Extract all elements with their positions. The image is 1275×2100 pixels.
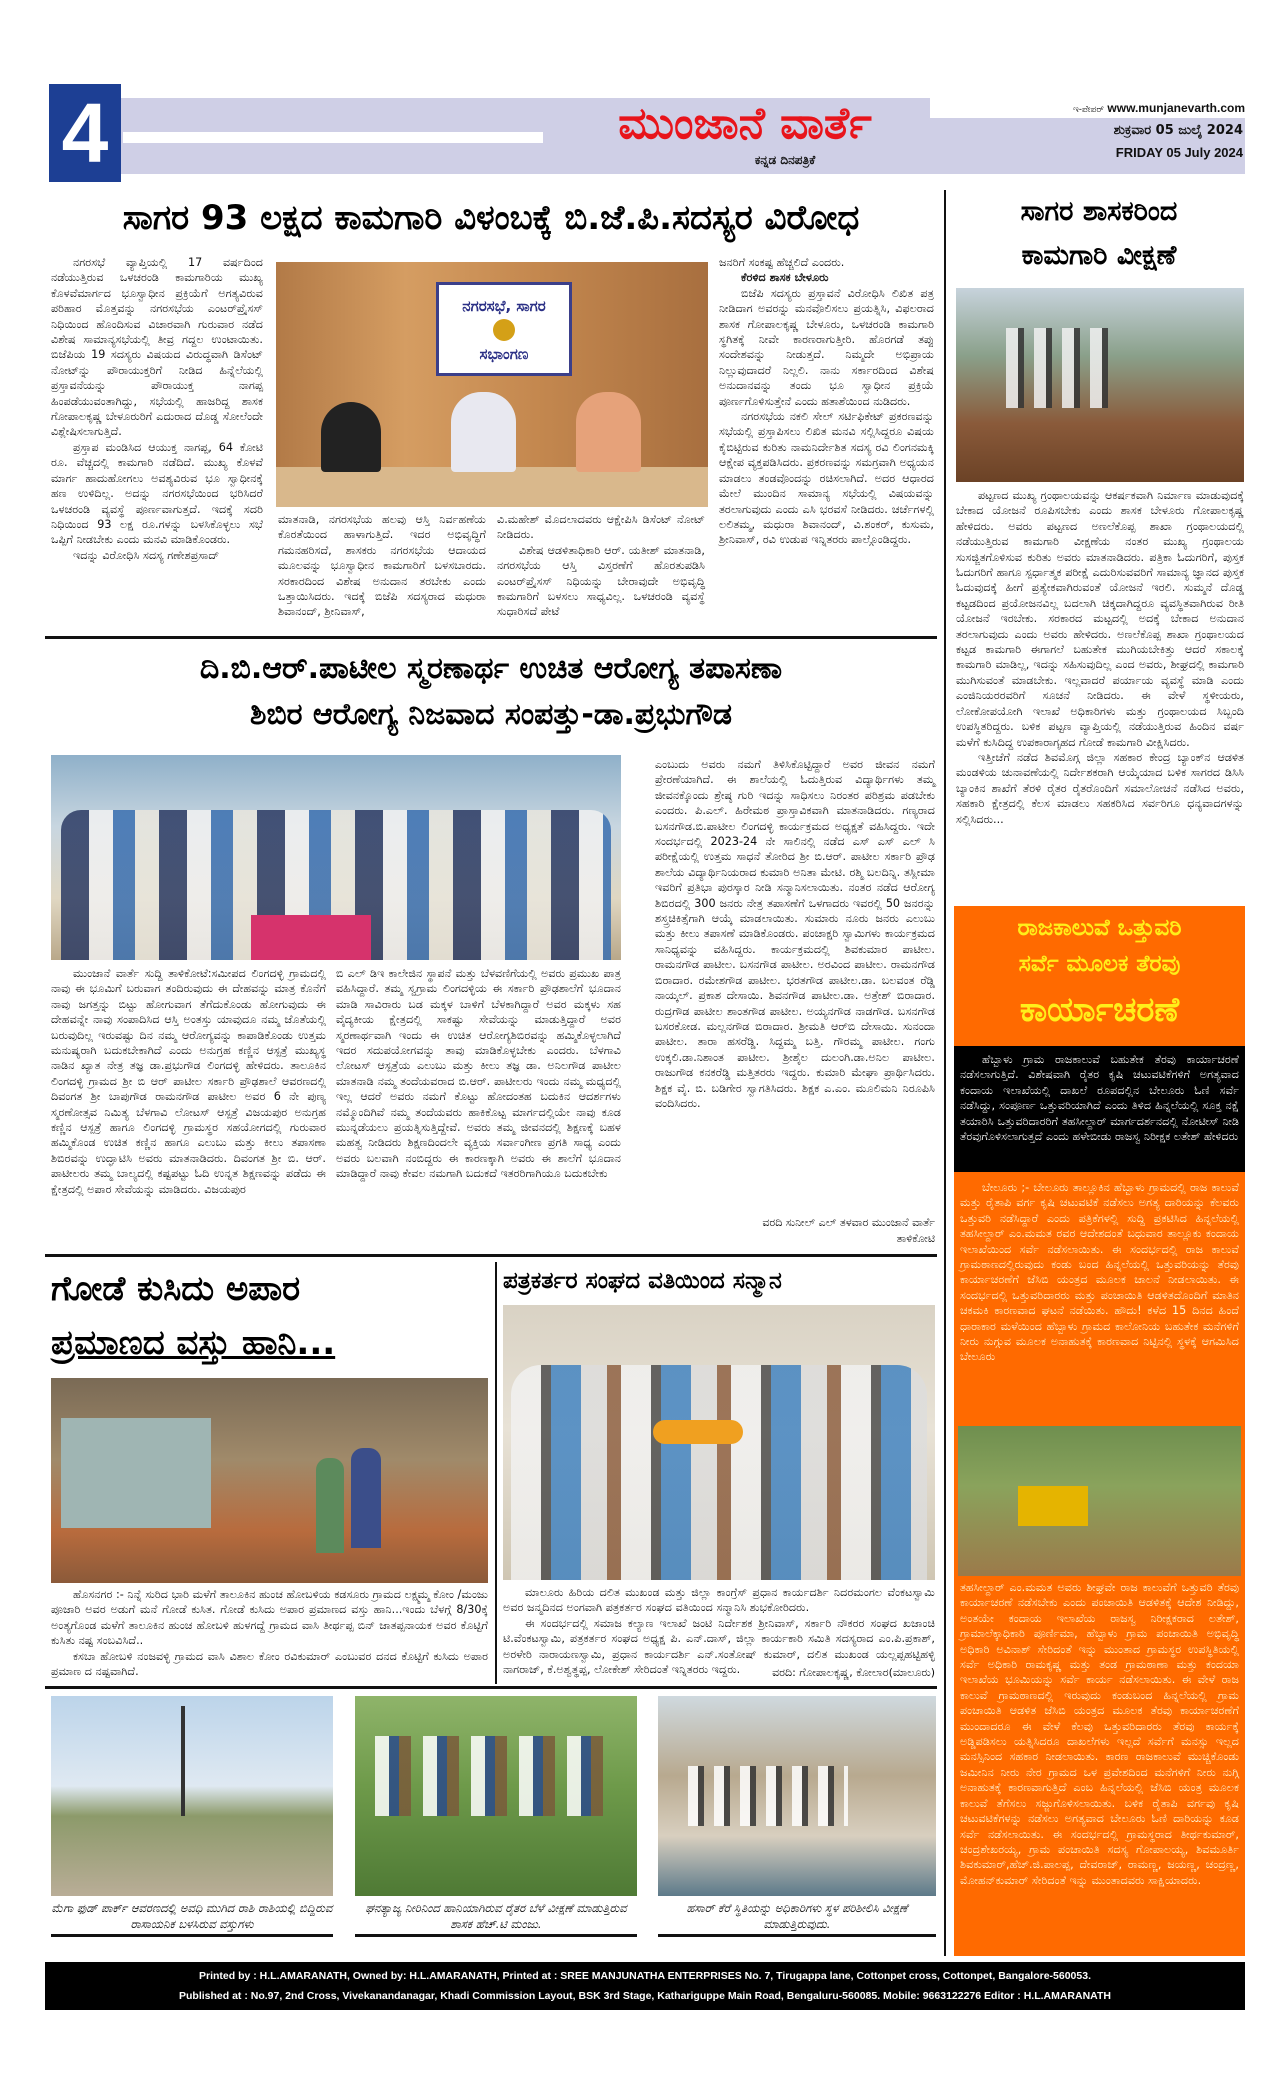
newspaper-logo: ಮುಂಜಾನೆ ವಾರ್ತೆ <box>618 98 872 149</box>
meeting-photo <box>276 262 708 506</box>
paragraph: ಬಿ ಎಲ್ ಡಿಇ ಕಾಲೇಜಿನ ಸ್ಥಾಪನೆ ಮತ್ತು ಬೆಳವಣಿಗೆಯಲ್ಲಿ ಅವರು ಪ್ರಮುಖ ಪಾತ್ರ ವಹಿಸಿದ್ದಾರೆ. ತಮ್ಮ ಸ್ವಗ್ರಾಮ ಲಿಂಗದಳ್ಳಿಯ ಈ ಸರ್ಕಾರಿ ಪ್ರೌಢಶಾಲೆಗೆ ಭೂದಾನ ಮಾಡಿ ಸಾವಿರಾರು ಬಡ ಮಕ್ಕಳ ಬಾಳಿಗೆ ಬೆಳಕಾಗಿದ್ದಾರೆ ಅವರ ಮಕ್ಕಳು ಸಹ ವೈದ್ಯಕೀಯ ಕ್ಷೇತ್ರದಲ್ಲಿ ಸಾಕಷ್ಟು ಸೇವೆಯನ್ನು ಮಾಡುತ್ತಿದ್ದಾರೆ ಅವರ ಸ್ಮರಣಾರ್ಥವಾಗಿ ಇಂದು ಈ ಉಚಿತ ಆರೋಗ್ಯಶಿಬಿರವನ್ನು ಹಮ್ಮಿಕೊಳ್ಳಲಾಗಿದೆ ಇದರ ಸದುಪಯೋಗವನ್ನು ತಾವು ಮಾಡಿಕೊಳ್ಳಬೇಕು ಎಂದರು. ಬೆಳಗಾವಿ ಲೋಟಸ್ ಆಸ್ಪತ್ರೆಯ ಎಲುಬು ಮತ್ತು ಕೀಲು ತಜ್ಞ ಡಾ. ಅನಿಲಗೌಡ ಪಾಟೀಲ ಮಾತನಾಡಿ ನಮ್ಮ ತಂದೆಯವರಾದ ಬಿ.ಆರ್. ಪಾಟೀಲರು ಇಂದು ನಮ್ಮ ಮಧ್ಯದಲ್ಲಿ ಇಲ್ಲ ಆದರೆ ಅವರು ನಮಗೆ ಕೊಟ್ಟು ಹೋದಂತಹ ಬದುಕಿನ ಆದರ್ಶಗಳು ನಮ್ಮೊಂದಿಗಿವೆ ನಮ್ಮ ತಂದೆಯವರು ಹಾಕಿಕೊಟ್ಟ ಮಾರ್ಗದಲ್ಲಿಯೇ ನಾವು ಕೂಡ ಮುನ್ನಡೆಯಲು ಪ್ರಯತ್ನಿಸುತ್ತಿದ್ದೇವೆ. ಅವರು ತಮ್ಮ ಜೀವನದಲ್ಲಿ ಶಿಕ್ಷಣಕ್ಕೆ ಬಹಳ ಮಹತ್ವ ನೀಡಿದರು ಶಿಕ್ಷಣದಿಂದಲೇ ವ್ಯಕ್ತಿಯ ಸರ್ವಾಂಗೀಣ ಪ್ರಗತಿ ಸಾಧ್ಯ ಎಂದು ಅವರು ಬಲವಾಗಿ ನಂಬಿದ್ದರು ಈ ಕಾರಣಕ್ಕಾಗಿ ಅವರು ಈ ಶಾಲೆಗೆ ಭೂದಾನ ಮಾಡಿದ್ದಾರೆ ನಾವು ಕೇವಲ ನಮಗಾಗಿ ಬದುಕದೆ ಇತರರಿಗಾಗಿಯೂ ಬದುಕಬೇಕು <box>336 967 621 1181</box>
paragraph: ಹೊಸನಗರ :- ನಿನ್ನೆ ಸುರಿದ ಭಾರಿ ಮಳೆಗೆ ತಾಲೂಕಿನ ಹುಂಚ ಹೋಬಳಿಯ ಕಡಸೂರು ಗ್ರಾಮದ ಲಕ್ಷ್ಮಮ್ಮ ಕೋಂ /ಮಂಜು ಪೂಜಾರಿ ಅವರ ಅಡುಗೆ ಮನೆ ಗೋಡೆ ಕುಸಿತ. ಗೋಡೆ ಕುಸಿದು ಅಪಾರ ಪ್ರಮಾಣದ ವಸ್ತು ಹಾನಿ...ಇಂದು ಬೆಳಗ್ಗೆ 8/30ಕ್ಕೆ ಅಂತ್ಯಗೊಂಡ ಮಳೆಗೆ ತಾಲೂಕಿನ ಹುಂಚ ಹೋಬಳಿ ಹುಳಗದ್ದೆ ಗ್ರಾಮದ ವಾಸಿ ತೀರ್ಥಪ್ಪ ಬಿನ್ ಜಾತಪ್ಪನಾಯಕ ಅವರ ಕೊಟ್ಟಿಗೆ ಕುಸಿತು ನಷ್ಟ ಸಂಬವಿಸಿದೆ.. <box>51 1588 488 1648</box>
paragraph: ಬೇಲೂರು ;- ಬೇಲೂರು ತಾಲ್ಲೂಕಿನ ಹೆಬ್ಬಾಳು ಗ್ರಾಮದಲ್ಲಿ ರಾಜ ಕಾಲುವೆ ಮತ್ತು ರೈತಾಪಿ ವರ್ಗ ಕೃಷಿ ಚಟುವಟಿಕೆ ನಡೆಸಲು ಅಗತ್ಯ ದಾರಿಯನ್ನು ಕೆಲವರು ಒತ್ತುವರಿ ನಡೆಸಿದ್ದಾರೆ ಎಂದು ಪತ್ರಿಕೆಗಳಲ್ಲಿ ಸುದ್ದಿ ಪ್ರಕಟಿಸಿದ ಹಿನ್ನಲೆಯಲ್ಲಿ ತಹಸೀಲ್ದಾರ್ ಎಂ.ಮಮತ ರವರ ಆದೇಶದಂತೆ ಬಧುವಾರ ತಾಲ್ಲೂಕು ಕಂದಾಯ ಇಲಾಖೆಯಿಂದ ಸರ್ವೆ ನಡೆಸಲಾಯಿತು. ಈ ಸಂದರ್ಭದಲ್ಲಿ ರಾಜ ಕಾಲುವೆ ಗ್ರಾಮಠಾಣದಲ್ಲಿರುವುದು ಕಂಡು ಬಂದ ಹಿನ್ನಲೆಯಲ್ಲಿ ಒತ್ತುವರಿಯನ್ನು ತೆರವು ಕಾರ್ಯಾಚರಣೆಗೆ ಜೆಸಿಬಿ ಯಂತ್ರದ ಮೂಲಕ ಚಾಲನೆ ನೀಡಲಾಯಿತು. ಈ ಸಂದರ್ಭದಲ್ಲಿ ಒತ್ತುವರಿದಾರರು ಮತ್ತು ಪಂಚಾಯಿತಿ ಆಡಳಿತದೊಂದಿಗೆ ಮಾತಿನ ಚಕಮಕಿ ಕಾರಣವಾದ ಘಟನೆ ನಡೆಯಿತು. ಹೌದು! ಕಳೆದ 15 ದಿನದ ಹಿಂದೆ ಧಾರಾಕಾರ ಮಳೆಯಿಂದ ಹೆಬ್ಬಾಳು ಗ್ರಾಮದ ಕಾಲೋನಿಯ ಬಹುತೇಕ ಮನೆಗಳಿಗೆ ನೀರು ನುಗ್ಗುವ ಮೂಲಕ ಅನಾಹುತಕ್ಕೆ ಕಾರಣವಾದ ನಿಟ್ಟಿನಲ್ಲಿ ಸ್ಥಳಕ್ಕೆ ಆಗಮಿಸಿದ ಬೇಲೂರು <box>960 1181 1239 1364</box>
article2-headline <box>45 646 937 738</box>
person <box>451 392 516 472</box>
article3-body <box>51 1587 488 1683</box>
footer-line1: Printed by : H.L.AMARANATH, Owned by: H.L.AMARANATH, Printed at : SREE MANJUNATHA ENTERPRISES No. 7, Tirugappa lane, Cottonpet cross, Cottonpet, Bangalore-560053. <box>199 1970 1091 1982</box>
website-link[interactable]: www.munjanevarth.com <box>1107 101 1245 115</box>
paragraph: ಇದನ್ನು ವಿರೋಧಿಸಿ ಸದಸ್ಯ ಗಣೇಶಪ್ರಸಾದ್ <box>73 548 220 562</box>
paragraph: ಮಾಲೂರು ಹಿರಿಯ ದಲಿತ ಮುಖಂಡ ಮತ್ತು ಜಿಲ್ಲಾ ಕಾಂಗ್ರೆಸ್ ಪ್ರಧಾನ ಕಾರ್ಯದರ್ಶಿ ನಿದರಮಂಗಲ ವೆಂಕಟಸ್ವಾಮಿ ಅವರ ಜನ್ಮದಿನದ ಅಂಗವಾಗಿ ಪತ್ರಕರ್ತರ ಸಂಘದ ವತಿಯಿಂದ ಸನ್ಮಾನಿಸಿ ಶುಭಕೋರಿದರು. <box>503 1586 935 1615</box>
health-camp-photo <box>51 755 621 960</box>
house-wall <box>61 1418 211 1528</box>
paragraph: ಈ ಸಂದರ್ಭದಲ್ಲಿ ಸಮಾಜ ಕಲ್ಯಾಣ ಇಲಾಖೆ ಜಂಟಿ ನಿರ್ದೇಶಕ ಶ್ರೀನಿವಾಸ್, ಸರ್ಕಾರಿ ನೌಕರರ ಸಂಘದ ಖಜಾಂಚಿ ಟಿ.ವೆಂಕಟಸ್ವಾಮಿ, ಪತ್ರಕರ್ತರ ಸಂಘದ ಅಧ್ಯಕ್ಷ ಪಿ. ಎನ್.ದಾಸ್, ಜಿಲ್ಲಾ ಕಾರ್ಯಕಾರಿ ಸಮಿತಿ ಸದಸ್ಯರಾದ ಎಂ.ಪಿ.ಪ್ರಕಾಶ್, ಅರಳೇರಿ ನಾರಾಯಣಸ್ವಾಮಿ, ಪ್ರಧಾನ ಕಾರ್ಯದರ್ಶಿ ಎನ್.ಸಂತೋಷ್ ಕುಮಾರ್, ದಲಿತ ಮುಖಂಡ ಯಲ್ಲಪ್ಪಹಟ್ಟಿಹಳ್ಳಿ ನಾಗರಾಜ್, ಕೆ.ಅಶ್ವತ್ಥಪ್ಪ, ಲೋಕೇಶ್ ಸೇರಿದಂತೆ ಇನ್ನಿತರರು ಇದ್ದರು. <box>503 1616 935 1677</box>
orange-headline-box <box>954 906 1245 1046</box>
column-divider <box>495 1262 497 1684</box>
article1-col3 <box>497 512 705 630</box>
photo-caption: ಹಸಾರ್ ಕೆರೆ ಸ್ಥಿತಿಯನ್ನು ಅಧಿಕಾರಿಗಳು ಸ್ಥಳ ಪರಿಶೀಲಿಸಿ ವೀಕ್ಷಣೆ ಮಾಡುತ್ತಿರುವುದು. <box>658 1900 936 1937</box>
paragraph: ಜನರಿಗೆ ಸಂಕಷ್ಟ ಹೆಚ್ಚಲಿದೆ ಎಂದರು. <box>719 256 845 269</box>
jcb-photo <box>954 1426 1245 1576</box>
article2-col3 <box>655 757 935 1215</box>
date-english: FRIDAY 05 July 2024 <box>1115 145 1243 160</box>
photo-caption: ಘನತ್ಯಾಜ್ಯ ನೀರಿನಿಂದ ಹಾನಿಯಾಗಿರುವ ರೈತರ ಬೆಳೆ ವೀಕ್ಷಣೆ ಮಾಡುತ್ತಿರುವ ಶಾಸಕ ಹೆಚ್.ಟಿ ಮಂಜು. <box>355 1900 637 1937</box>
paragraph: ಕಸಬಾ ಹೋಬಳಿ ನಂಜವಳ್ಳಿ ಗ್ರಾಮದ ವಾಸಿ ವಿಶಾಲ ಕೋಂ ರವಿಕುಮಾರ್ ಎಂಬುವರ ದನದ ಕೊಟ್ಟಿಗೆ ಕುಸಿದು ಅಪಾರ ಪ್ರಮಾಣ ದ ನಷ್ಟವಾಗಿದೆ. <box>51 1649 488 1679</box>
sign-line1: ನಗರಸಭೆ, ಸಾಗರ <box>462 297 546 315</box>
flower-garland <box>653 1420 743 1444</box>
headline-line: ಸರ್ವೆ ಮೂಲಕ ತೆರವು <box>1018 951 1181 977</box>
people-group <box>511 1365 927 1580</box>
collapsed-wall-photo <box>51 1378 488 1583</box>
paragraph: ತಹಸೀಲ್ದಾರ್ ಎಂ.ಮಮತ ಅವರು ಶೀಘ್ರವೇ ರಾಜ ಕಾಲುವೆಗೆ ಒತ್ತುವರಿ ತೆರವು ಕಾರ್ಯಾಚರಣೆ ನಡೆಸಬೇಕು ಎಂದು ಪಂಚಾಯಿತಿ ಆಡಳಿತಕ್ಕೆ ಆದೇಶ ನೀಡಿದ್ದು, ಅಂತಯೇ ಕಂದಾಯ ಇಲಾಖೆಯ ರಾಜಸ್ವ ನಿರೀಕ್ಷಕರಾದ ಲತೇಶ್, ಗ್ರಾಮಾಲೆಕ್ಕಾಧಿಕಾರಿ ಪೂರ್ಣಿಮಾ, ಹೆಬ್ಬಾಳು ಗ್ರಾಮ ಪಂಚಾಯಿತಿ ಅಭಿವೃದ್ಧಿ ಅಧಿಕಾರಿ ಅವಿನಾಶ್ ಸೇರಿದಂತೆ ಇನ್ನು ಮುಂತಾದ ಗ್ರಾಮಸ್ಥರ ಉಪಸ್ಥಿತಿಯಲ್ಲಿ ಸರ್ವೆ ಅಧಿಕಾರಿ ರಾಮಕೃಷ್ಣ ಮತ್ತು ತಂಡ ಗ್ರಾಮಠಾಣಾ ಮತ್ತು ಕಂದಯಾ ಇಲಾಖೆಯ ಭೂಮಿಯನ್ನು ಸರ್ವೆ ಕಾರ್ಯ ನಡೆಸಲಾಯಿತು. ಈ ವೇಳೆ ರಾಜ ಕಾಲುವೆ ಗ್ರಾಮಠಾಣದಲ್ಲಿ ಇರುವುದು ಕಂಡುಬಂದ ಹಿನ್ನಲೆಯಲ್ಲಿ ಗ್ರಾಮ ಪಂಚಾಯಿತಿ ಆಡಳಿತ ಜೆಸಿಬಿ ಯಂತ್ರದ ಮೂಲಕ ತೆರವು ಕಾರ್ಯಾಚರಣೆಗೆ ಮುಂದಾದರೂ ಈ ವೇಳೆ ಕೆಲವು ಒತ್ತುವರಿದಾರರು ತೆರವು ಕಾರ್ಯಕ್ಕೆ ಅಡ್ಡಿಪಡಿಸಲು ಯತ್ನಿಸಿದರೂ ದಾಖಲೆಗಳು ಇಲ್ಲದೆ ಸರ್ವೆಗೆ ಮನಸ್ಸು ಇಲ್ಲದ ಮನಸ್ಸಿನಿಂದ ಸಹಕಾರ ನೀಡಲಾಯಿತು. ಕಾರಣ ರಾಜಕಾಲುವೆ ಮುಚ್ಚಿಕೊಂಡು ಜಮೀನಿನ ನೀರು ನೇರ ಗ್ರಾಮದ ಒಳ ಪ್ರವೇಶದಿಂದ ಮನೆಗಳಿಗೆ ನೀರು ನುಗ್ಗಿ ಅನಾಹುತಕ್ಕೆ ಕಾರಣವಾಗುತ್ತಿದೆ ಎಂಬ ಹಿನ್ನಲೆಯಲ್ಲಿ ಜೆಸಿಬಿ ಯಂತ್ರ ಮೂಲಕ ಕಾಲುವೆ ತೆಗೆಸಲು ಸಜ್ಜುಗೊಳಿಸಲಾಯಿತು. ಬಳಿಕ ರೈತಾಪಿ ವರ್ಗವು ಕೃಷಿ ಚಟುವಟಿಕೆಗಳನ್ನು ನಡೆಸಲು ಅಗತ್ಯವಾದ ಬೇಲೂರು ಓಣಿ ದಾರಿಯನ್ನು ಕೂಡ ಸರ್ವೆ ನಡೆಸಲಾಯಿತು. ಈ ಸಂದರ್ಭದಲ್ಲಿ ಗ್ರಾಮಸ್ಥರಾದ ತೀರ್ಥಕುಮಾರ್, ಚಂದ್ರಶೇಖರಯ್ಯ, ಗ್ರಾಮ ಪಂಚಾಯಿತಿ ಸದಸ್ಯ ಗೋಪಾಲಯ್ಯ, ಶಿವಮೂರ್ತಿ ಶಿವಕುಮಾರ್,ಹೆಚ್.ಜಿ.ಪಾಲಪ್ಪ, ದೇವರಾಜ್, ರಾಮಣ್ಣ, ಜಯಣ್ಣ, ಚಂದ್ರಣ್ಣ, ಮೋಹನ್‌ಕುಮಾರ್ ಸೇರಿದಂತೆ ಇನ್ನು ಮುಂತಾದವರು ಸಾಕ್ಷಿಯಾದರು. <box>960 1581 1239 1887</box>
article1-col2 <box>278 512 486 630</box>
photo-caption: ಮೆಗಾ ಫುಡ್ ಪಾರ್ಕ್ ಆವರಣದಲ್ಲಿ ಅವಧಿ ಮುಗಿದ ರಾಶಿ ರಾಶಿಯಲ್ಲಿ ಬಿದ್ದಿರುವ ರಾಸಾಯನಿಕ ಬಳಸಿರುವ ವಸ್ತುಗಳು <box>51 1900 333 1937</box>
sidebar-headline <box>952 190 1246 278</box>
paragraph: ಇತ್ತೀಚೆಗೆ ನಡೆದ ಶಿವಮೊಗ್ಗ ಜಿಲ್ಲಾ ಸಹಕಾರ ಕೇಂದ್ರ ಬ್ಯಾಂಕ್‌ನ ಆಡಳಿತ ಮಂಡಳಿಯ ಚುನಾವಣೆಯಲ್ಲಿ ನಿರ್ದೇಶಕರಾಗಿ ಆಯ್ಕೆಯಾದ ಬಳಿಕ ಸಾಗರದ ಡಿಸಿಸಿ ಬ್ಯಾಂಕಿನ ಶಾಖೆಗೆ ತೆರಳಿ ರೈತರ ರೈತರೊಂದಿಗೆ ಸಮಾಲೋಚನೆ ನಡೆಸಿದ ಅವರು, ಸಹಕಾರಿ ಕ್ಷೇತ್ರದಲ್ಲಿ ಕೆಲಸ ಮಾಡಲು ಸಹಕರಿಸಿದ ಸರ್ವರಿಗೂ ಧನ್ಯವಾದಗಳನ್ನು ಸಲ್ಲಿಸಿದರು... <box>956 750 1244 826</box>
people-group <box>375 1736 615 1816</box>
person <box>351 1448 381 1548</box>
paragraph: ಎಂಬುದು ಅವರು ನಮಗೆ ತಿಳಿಸಿಕೊಟ್ಟಿದ್ದಾರೆ ಅವರ ಜೀವನ ನಮಗೆ ಪ್ರೇರಣೆಯಾಗಿದೆ. ಈ ಶಾಲೆಯಲ್ಲಿ ಓದುತ್ತಿರುವ ವಿದ್ಯಾರ್ಥಿಗಳು ತಮ್ಮ ಜೀವನಕ್ಕೊಂದು ಶ್ರೇಷ್ಠ ಗುರಿ ಇದನ್ನು ಸಾಧಿಸಲು ನಿರಂತರ ಪರಿಶ್ರಮ ಪಡಬೇಕು ಎಂದರು. ಪಿ.ಎಲ್. ಹಿರೇಮಠ ಪ್ರಾಸ್ತಾವಿಕವಾಗಿ ಮಾತನಾಡಿದರು. ಗಣ್ಯರಾದ ಬಸನಗೌಡ.ಬಿ.ಪಾಟೀಲ ಲಿಂಗದಳ್ಳಿ ಕಾರ್ಯಕ್ರಮದ ಅಧ್ಯಕ್ಷತೆ ವಹಿಸಿದ್ದರು. ಇದೇ ಸಂದರ್ಭದಲ್ಲಿ 2023-24 ನೇ ಸಾಲಿನಲ್ಲಿ ನಡೆದ ಎಸ್ ಎಸ್ ಎಲ್ ಸಿ ಪರೀಕ್ಷೆಯಲ್ಲಿ ಉತ್ತಮ ಸಾಧನೆ ತೋರಿದ ಶ್ರೀ ಬಿ.ಆರ್. ಪಾಟೀಲ ಸರ್ಕಾರಿ ಪ್ರೌಢ ಶಾಲೆಯ ವಿದ್ಯಾರ್ಥಿನಿಯರಾದ ಕುಮಾರಿ ಅನಿತಾ ಮೇಟಿ. ರಶ್ಮಿ ಬಲದಿನ್ನಿ. ತಸ್ಲೀಮಾ ಇವರಿಗೆ ಪ್ರತಿಭಾ ಪುರಸ್ಕಾರ ನೀಡಿ ಸನ್ಮಾನಿಸಲಾಯಿತು. ನಂತರ ನಡೆದ ಆರೋಗ್ಯ ಶಿಬಿರದಲ್ಲಿ 300 ಜನರು ನೇತ್ರ ತಪಾಸಣೆಗೆ ಒಳಗಾದರು ಇವರಲ್ಲಿ 50 ಜನರನ್ನು ಶಸ್ತ್ರಚಿಕಿತ್ಸೆಗಾಗಿ ಆಯ್ಕೆ ಮಾಡಲಾಯಿತು. ಸುಮಾರು ನೂರು ಜನರು ಎಲುಬು ಮತ್ತು ಕೀಲು ತಪಾಸಣೆ ಮಾಡಿಕೊಂಡರು. ಪಂಚಾಕ್ಷರಿ ಸ್ವಾಮಿಗಳು ಕಾರ್ಯಕ್ರಮದ ಸಾನಿಧ್ಯವನ್ನು ವಹಿಸಿದ್ದರು. ಕಾರ್ಯಕ್ರಮದಲ್ಲಿ ಶಿವಕುಮಾರ ಪಾಟೀಲ. ರಾಮನಗೌಡ ಪಾಟೀಲ. ಬಸನಗೌಡ ಪಾಟೀಲ. ಅರವಿಂದ ಪಾಟೀಲ. ರಾಮನಗೌಡ ಬಿರಾದಾರ. ರಮೇಶಗೌಡ ಪಾಟೀಲ. ಭರತಗೌಡ ಪಾಟೀಲ.ಡಾ. ಬಲವಂತ ರೆಡ್ಡಿ ನಾಯ್ಕಲ್. ಪ್ರಕಾಶ ದೇಸಾಯಿ. ಶಿವನಗೌಡ ಪಾಟೀಲ.ಡಾ. ಅತ್ರೇಶ್ ಬಿರಾದಾರ. ರುದ್ರಗೌಡ ಪಾಟೀಲ ಶಾಂತಗೌಡ ಪಾಟೀಲ. ಅಯ್ಯನಗೌಡ ನಾಡಗೌಡ. ಬಸನಗೌಡ ಬಸರಕೋಡ. ಮಲ್ಲನಗೌಡ ಬಿರಾದಾರ. ಶ್ರೀಮತಿ ಆರ್‌ಬಿ ದೇಸಾಯಿ. ಸುನಂದಾ ಪಾಟೀಲ. ತಾರಾ ಹಸರೆಡ್ಡಿ. ಸಿದ್ದಮ್ಮ ಬತ್ತಿ. ಗೌರಮ್ಮ ಪಾಟೀಲ. ಗಂಗು ಉಕ್ಕಲಿ.ಡಾ.ನಿಶಾಂತ ಪಾಟೀಲ. ಶ್ರೀಶೈಲ ದುಲಂಗಿ.ಡಾ.ಅನಿಲ ಪಾಟೀಲ. ರಾಜುಗೌಡ ಕನಕರೆಡ್ಡಿ ಮತ್ತಿತರರು ಇದ್ದರು. ಕುಮಾರಿ ಮೇಘಾ ಪ್ರಾರ್ಥಿಸಿದರು. ಶಿಕ್ಷಕ ವೈ. ಬಿ. ಬಡಿಗೇರ ಸ್ವಾಗತಿಸಿದರು. ಶಿಕ್ಷಕ ಎ.ಎಂ. ಮೂಲಿಮನಿ ನಿರೂಪಿಸಿ ವಂದಿಸಿದರು. <box>655 758 935 1110</box>
paragraph: ಪಟ್ಟಣದ ಮುಖ್ಯ ಗ್ರಂಥಾಲಯವನ್ನು ಆಕರ್ಷಕವಾಗಿ ನಿರ್ಮಾಣ ಮಾಡುವುದಕ್ಕೆ ಬೇಕಾದ ಯೋಜನೆ ರೂಪಿಸಬೇಕು ಎಂದು ಶಾಸಕ ಬೇಳೂರು ಗೋಪಾಲಕೃಷ್ಣ ಹೇಳಿದರು. ಅವರು ಪಟ್ಟಣದ ಅಣಲೆಕೊಪ್ಪ ಶಾಖಾ ಗ್ರಂಥಾಲಯದಲ್ಲಿ ನಡೆಯುತ್ತಿರುವ ಕಾಮಗಾರಿ ವೀಕ್ಷಣೆಯ ನಂತರ ಮುಖ್ಯ ಗ್ರಂಥಾಲಯ ಸುಸಜ್ಜಿತಗೊಳಿಸುವ ಕುರಿತು ಅವರು ಮಾತನಾಡಿದರು. ಪತ್ರಿಕಾ ಓದುಗರಿಗೆ, ಪುಸ್ತಕ ಓದುಗರಿಗೆ ಹಾಗೂ ಸ್ಪರ್ಧಾತ್ಮಕ ಪರೀಕ್ಷೆ ಎದುರಿಸುವವರಿಗೆ ಸಾಮಾನ್ಯ ಜ್ಞಾನದ ಪುಸ್ತಕ ಓದುವುದಕ್ಕೆ ಹೀಗೆ ಪ್ರತ್ಯೇಕವಾಗಿರುವಂತೆ ಯೋಜನೆ ಇರಲಿ. ಸುಮ್ಮನೆ ದೊಡ್ಡ ಕಟ್ಟಡದಿಂದ ಪ್ರಯೋಜನವಿಲ್ಲ ಬದಲಾಗಿ ಚಿಕ್ಕದಾಗಿದ್ದರೂ ವ್ಯವಸ್ಥಿತವಾಗಿರುವ ರೀತಿ ಯೋಜನೆ ಇರಬೇಕು. ಸರಕಾರದ ಮಟ್ಟದಲ್ಲಿ ಅದಕ್ಕೆ ಬೇಕಾದ ಅನುದಾನ ತರಲಾಗುವುದು ಎಂದು ಅವರು ಹೇಳಿದರು. ಅಣಲೆಕೊಪ್ಪ ಶಾಖಾ ಗ್ರಂಥಾಲಯದ ಕಟ್ಟಡ ಕಾಮಗಾರಿ ಈಗಾಗಲೆ ಬಹುತೇಕ ಮುಗಿಯಬೇಕಿತ್ತು ಆದರೆ ಸಕಾಲಕ್ಕೆ ಕಾಮಗಾರಿ ಮಾಡಿಲ್ಲ, ಇದನ್ನು ಸಹಿಸುವುದಿಲ್ಲ ಎಂದ ಅವರು, ಶೀಘ್ರದಲ್ಲಿ ಕಾಮಗಾರಿ ಮುಗಿಸುವಂತೆ ಮಾಡಬೇಕು. ಇಲ್ಲವಾದರೆ ಪರ್ಯಾಯ ವ್ಯವಸ್ಥೆ ಮಾಡಿ ಎಂದು ಎಂಜಿನಿಯರರವರಿಗೆ ಸೂಚನೆ ನೀಡಿದರು. ಈ ವೇಳೆ ಸ್ಥಳೀಯರು, ಲೋಕೋಪಯೋಗಿ ಇಲಾಖೆ ಅಧಿಕಾರಿಗಳು ಮತ್ತು ಗ್ರಂಥಾಲಯದ ಸಿಬ್ಬಂದಿ ಉಪಸ್ಥಿತರಿದ್ದರು. ಬಳಿಕ ಪಟ್ಟಣ ವ್ಯಾಪ್ತಿಯಲ್ಲಿ ನಡೆಯುತ್ತಿರುವ ಹಿಂದಿನ ವರ್ಷ ಮಳೆಗೆ ಕುಸಿದಿದ್ದ ಉಪಕಾರಾಗೃಹದ ಗೋಡೆ ಕಾಮಗಾರಿ ವೀಕ್ಷಿಸಿದರು. <box>956 489 1244 749</box>
felicitation-photo <box>503 1305 935 1580</box>
sidebar-body <box>956 488 1244 900</box>
food-park-photo <box>51 1696 333 1896</box>
article1-col4 <box>719 255 934 630</box>
article2-byline-place: ತಾಳಿಕೋಟಿ <box>896 1232 935 1245</box>
jcb-machine <box>1018 1486 1088 1526</box>
headline-line: ಪ್ರಮಾಣದ ವಸ್ತು ಹಾನಿ... <box>51 1323 336 1363</box>
footer-line2: Published at : No.97, 2nd Cross, Vivekanandanagar, Khadi Commission Layout, BSK 3rd Stage, Kathariguppe Main Road, Bengaluru-560085. Mobile: 9663122276 Editor : H.L.AMARANATH <box>179 1990 1111 2002</box>
column-divider <box>944 190 946 1956</box>
table <box>251 915 371 960</box>
hall-sign <box>436 282 572 376</box>
article1-col1 <box>51 255 263 630</box>
people-group <box>688 1766 848 1826</box>
headline-line: ದಿ.ಬಿ.ಆರ್.ಪಾಟೀಲ ಸ್ಮರಣಾರ್ಥ ಉಚಿತ ಆರೋಗ್ಯ ತಪಾಸಣಾ <box>199 651 783 686</box>
article2-col2 <box>336 966 621 1248</box>
masthead-white-bar <box>123 132 543 143</box>
power-tower <box>181 1706 185 1816</box>
people-group <box>1006 328 1116 408</box>
article3-headline <box>51 1262 491 1370</box>
article2-col1 <box>51 966 326 1248</box>
article4-headline: ಪತ್ರಕರ್ತರ ಸಂಘದ ವತಿಯಿಂದ ಸನ್ಮಾನ <box>503 1268 782 1294</box>
paragraph: ಹೆಬ್ಬಾಳು ಗ್ರಾಮ ರಾಜಕಾಲುವೆ ಬಹುತೇಕ ತೆರವು ಕಾರ್ಯಾಚರಣೆ ನಡೆಸಲಾಗುತ್ತಿದೆ. ವಿಶೇಷವಾಗಿ ರೈತರ ಕೃಷಿ ಚಟುವಟಿಕೆಗಳಿಗೆ ಅಗತ್ಯವಾದ ಕಂದಾಯ ಇಲಾಖೆಯಲ್ಲಿ ದಾಖಲೆ ರೂಪದಲ್ಲಿನ ಬೇಲೂರು ಓಣಿ ಸರ್ವೆ ನಡೆಸಿದ್ದು, ಸಂಪೂರ್ಣ ಒತ್ತುವರಿಯಾಗಿದೆ ಎಂದು ತಿಳಿದ ಹಿನ್ನಲೆಯಲ್ಲಿ ಸೂಕ್ತ ನಕ್ಷೆ ತಯಾರಿಸಿ ಒತ್ತುವರಿದಾರರಿಗೆ ತಹಸೀಲ್ದಾರ್ ಮಾರ್ಗದರ್ಶನದಲ್ಲಿ ನೋಟೀಸ್ ನೀಡಿ ತೆರವುಗೊಳಿಸಲಾಗುತ್ತದೆ ಎಂದು ಹಳೇಬೀಡು ರಾಜಸ್ವ ನಿರೀಕ್ಷಕ ಲತೇಶ್ ಹೇಳಿದರು <box>960 1053 1239 1144</box>
paragraph: ವಿ.ಮಹೇಶ್ ಮೊದಲಾದವರು ಆಕ್ಷೇಪಿಸಿ ಡಿಸೆಂಟ್ ನೋಟ್ ನೀಡಿದರು. <box>497 513 705 542</box>
person <box>321 402 381 472</box>
epaper-box <box>930 98 1245 118</box>
paragraph: ಮುಂಜಾನೆ ವಾರ್ತೆ ಸುದ್ದಿ ತಾಳಿಕೋಟೆ:ಸಮೀಪದ ಲಿಂಗದಳ್ಳಿ ಗ್ರಾಮದಲ್ಲಿ ನಾವು ಈ ಭೂಮಿಗೆ ಬರುವಾಗ ತಂದಿರುವುದು ಈ ದೇಹವನ್ನು ಮಾತ್ರ ಕೊನೆಗೆ ನಾವು ಜಗತ್ತನ್ನು ಬಿಟ್ಟು ಹೋಗುವಾಗ ತೆಗೆದುಕೊಂಡು ಹೋಗುವುದು ಈ ದೇಹವನ್ನೇ ನಾವು ಸಂಪಾದಿಸಿದ ಆಸ್ತಿ ಅಂತಸ್ತು ಯಾವುದೂ ನಮ್ಮ ಜೊತೆಯಲ್ಲಿ ಬರುವುದಿಲ್ಲ ಇರುವಷ್ಟು ದಿನ ನಮ್ಮ ಆರೋಗ್ಯವನ್ನು ಕಾಪಾಡಿಕೊಂಡು ಉತ್ತಮ ಮನುಷ್ಯರಾಗಿ ಬದುಕಬೇಕಾಗಿದೆ ಎಂದು ಅನುಗ್ರಹ ಕಣ್ಣಿನ ಆಸ್ಪತ್ರೆ ಮುಖ್ಯಸ್ಥ ನಾಡಿನ ಖ್ಯಾತ ನೇತ್ರ ತಜ್ಞ ಡಾ.ಪ್ರಭುಗೌಡ ಲಿಂಗದಳ್ಳಿ ಹೇಳಿದರು. ತಾಲೂಕಿನ ಲಿಂಗದಳ್ಳಿ ಗ್ರಾಮದ ಶ್ರೀ ಬಿ ಆರ್ ಪಾಟೀಲ ಸರ್ಕಾರಿ ಪ್ರೌಢಶಾಲೆ ಆವರಣದಲ್ಲಿ ದಿವಂಗತ ಶ್ರೀ ಬಾಪುಗೌಡ ರಾಮನಗೌಡ ಪಾಟೀಲ ಅವರ 6 ನೇ ಪುಣ್ಯ ಸ್ಮರಣೋತ್ಸವ ನಿಮಿತ್ಯ ಬೆಳಗಾವಿ ಲೋಟಸ್ ಆಸ್ಪತ್ರೆ ವಿಜಯಪುರ ಅನುಗ್ರಹ ಕಣ್ಣಿನ ಆಸ್ಪತ್ರೆ ಹಾಗೂ ಲಿಂಗದಳ್ಳಿ ಗ್ರಾಮಸ್ಥರ ಸಹಯೋಗದಲ್ಲಿ ಗುರುವಾರ ಹಮ್ಮಿಕೊಂಡ ಉಚಿತ ಕಣ್ಣಿನ ಹಾಗೂ ಎಲುಬು ಮತ್ತು ಕೀಲು ತಪಾಸಣಾ ಶಿಬಿರವನ್ನು ಉದ್ಘಾಟಿಸಿ ಅವರು ಮಾತನಾಡಿದರು. ದಿವಂಗತ ಶ್ರೀ ಬಿ. ಆರ್. ಪಾಟೀಲರು ತಮ್ಮ ಬಾಲ್ಯದಲ್ಲಿ ಕಷ್ಟಪಟ್ಟು ಓದಿ ಉನ್ನತ ಶಿಕ್ಷಣವನ್ನು ಪಡೆದು ಈ ಕ್ಷೇತ್ರದಲ್ಲಿ ಅಪಾರ ಸೇವೆಯನ್ನು ಮಾಡಿದರು. ವಿಜಯಪುರ <box>51 967 326 1196</box>
headline-line: ಕಾಮಗಾರಿ ವೀಕ್ಷಣೆ <box>1021 240 1177 271</box>
epaper-label: ಇ-ಪೇಪರ್ <box>1073 104 1105 114</box>
lake-inspection-photo <box>658 1696 936 1896</box>
emblem-icon <box>493 319 515 341</box>
newspaper-subtitle: ಕನ್ನಡ ದಿನಪತ್ರಿಕೆ <box>754 153 816 167</box>
person <box>316 1458 344 1553</box>
divider <box>45 1254 937 1257</box>
orange-body2 <box>954 1576 1245 1956</box>
paragraph: ವಿಶೇಷ ಆಡಳಿತಾಧಿಕಾರಿ ಆರ್. ಯತೀಶ್ ಮಾತನಾಡಿ, ನಗರಸಭೆಯ ಆಸ್ತಿ ವಿಸ್ತರಣೆಗೆ ಹೊರತುಪಡಿಸಿ ಎಂಟರ್‌ಪ್ರೈಸಸ್ ನಿಧಿಯನ್ನು ಬೇರಾವುದೇ ಅಭಿವೃದ್ಧಿ ಕಾಮಗಾರಿಗೆ ಬಳಸಲು ಸಾಧ್ಯವಿಲ್ಲ. ಒಳಚರಂಡಿ ವ್ಯವಸ್ಥೆ ಸುಧಾರಿಸದೆ ಪೇಟೆ <box>497 543 705 619</box>
paragraph: ಪ್ರಸ್ತಾಪ ಮಂಡಿಸಿದ ಆಯುಕ್ತ ನಾಗಪ್ಪ, 64 ಕೋಟಿ ರೂ. ವೆಚ್ಚದಲ್ಲಿ ಕಾಮಗಾರಿ ನಡೆದಿದೆ. ಮುಖ್ಯ ಕೊಳವೆ ಮಾರ್ಗ ಹಾದುಹೋಗಲು ಅವಶ್ಯವಿರುವ ಭೂ ಸ್ವಾಧೀನಕ್ಕೆ ಹಣ ಉಳಿದಿಲ್ಲ. ಅದನ್ನು ನಗರಸಭೆಯಿಂದ ಭರಿಸಿದರೆ ಒಳಚರಂಡಿ ವ್ಯವಸ್ಥೆ ಪೂರ್ಣವಾಗುತ್ತದೆ. ಇದಕ್ಕೆ ಸದರಿ ನಿಧಿಯಿಂದ 93 ಲಕ್ಷ ರೂ.ಗಳನ್ನು ಬಳಸಿಕೊಳ್ಳಲು ಸಭೆ ಒಪ್ಪಿಗೆ ನೀಡಬೇಕು ಎಂದು ಮನವಿ ಮಾಡಿಕೊಂಡರು. <box>51 440 263 547</box>
crop-inspection-photo <box>355 1696 637 1896</box>
headline-line: ಕಾರ್ಯಾಚರಣೆ <box>1019 990 1180 1030</box>
footer-imprint <box>45 1962 1245 2010</box>
article2-byline: ವರದಿ ಸುನೀಲ್ ಎಲ್ ತಳವಾರ ಮುಂಜಾನೆ ವಾರ್ತೆ <box>762 1216 935 1229</box>
paragraph: ಮಾತನಾಡಿ, ನಗರಸಭೆಯ ಹಲವು ಆಸ್ತಿ ನಿರ್ವಹಣೆಯ ಕೊರತೆಯಿಂದ ಹಾಳಾಗುತ್ತಿದೆ. ಇದರ ಅಭಿವೃದ್ಧಿಗೆ ಗಮನಹರಿಸದೆ, ಶಾಸಕರು ನಗರಸಭೆಯ ಆದಾಯದ ಮೂಲವನ್ನು ಭೂಸ್ವಾಧೀನ ಕಾಮಗಾರಿಗೆ ಬಳಸಬಾರದು. ಸರಕಾರದಿಂದ ವಿಶೇಷ ಅನುದಾನ ತರಬೇಕು ಎಂದು ಒತ್ತಾಯಿಸಿದರು. ಇದಕ್ಕೆ ಬಿಜೆಪಿ ಸದಸ್ಯರಾದ ಮಧುರಾ ಶಿವಾನಂದ್, ಶ್ರೀನಿವಾಸ್, <box>278 513 486 619</box>
mla-inspection-photo <box>956 288 1244 482</box>
orange-body1 <box>954 1172 1245 1426</box>
page-number: 4 <box>61 86 109 180</box>
person <box>576 392 641 472</box>
paragraph: ನಗರಸಭೆ ವ್ಯಾಪ್ತಿಯಲ್ಲಿ 17 ವರ್ಷದಿಂದ ನಡೆಯುತ್ತಿರುವ ಒಳಚರಂಡಿ ಕಾಮಗಾರಿಯ ಮುಖ್ಯ ಕೊಳವೆಮಾರ್ಗದ ಭೂಸ್ವಾಧೀನ ಪ್ರಕ್ರಿಯೆಗೆ ಅಗತ್ಯವಿರುವ ಪರಿಹಾರ ಮೊತ್ತವನ್ನು ನಗರಸಭೆಯ ಎಂಟರ್‌ಪ್ರೈಸಸ್ ನಿಧಿಯಿಂದ ಹೊಂದಿಸುವ ವಿಚಾರವಾಗಿ ಗುರುವಾರ ನಡೆದ ವಿಶೇಷ ಸಾಮಾನ್ಯಸಭೆಯಲ್ಲಿ ತೀವ್ರ ಗದ್ದಲ ಉಂಟಾಯಿತು. ಬಿಜೆಪಿಯ 19 ಸದಸ್ಯರು ವಿಷಯದ ವಿರುದ್ಧವಾಗಿ ಡಿಸೆಂಟ್ ನೋಟ್‌ನ್ನು ಪೌರಾಯುಕ್ತರಿಗೆ ನೀಡಿದ ಹಿನ್ನೆಲೆಯಲ್ಲಿ ಪ್ರಸ್ತಾವನೆಯನ್ನು ಪೌರಾಯುಕ್ತ ನಾಗಪ್ಪ ಹಿಂಪಡೆಯುವಂತಾಗಿದ್ದು, ಸಭೆಯಲ್ಲಿ ಹಾಜರಿದ್ದ ಶಾಸಕ ಗೋಪಾಲಕೃಷ್ಣ ಬೇಳೂರುರಿಗೆ ಎದುರಾದ ದೊಡ್ಡ ಸೋಲೆಂದೇ ವಿಶ್ಲೇಷಿಸಲಾಗುತ್ತಿದೆ. <box>51 256 263 439</box>
article1-headline: ಸಾಗರ 93 ಲಕ್ಷದ ಕಾಮಗಾರಿ ವಿಳಂಬಕ್ಕೆ ಬಿ.ಜೆ.ಪಿ.ಸದಸ್ಯರ ವಿರೋಧ <box>122 198 860 238</box>
divider <box>45 1686 937 1689</box>
page-number-box <box>49 84 121 182</box>
orange-summary <box>954 1046 1245 1172</box>
masthead <box>45 84 1245 184</box>
date-kannada: ಶುಕ್ರವಾರ 05 ಜುಲೈ 2024 <box>1113 123 1243 138</box>
paragraph: ಬಿಜೆಪಿ ಸದಸ್ಯರು ಪ್ರಸ್ತಾವನೆ ವಿರೋಧಿಸಿ ಲಿಖಿತ ಪತ್ರ ನೀಡಿದಾಗ ಅವರನ್ನು ಮನವೊಲಿಸಲು ಪ್ರಯತ್ನಿಸಿ, ವಿಫಲರಾದ ಶಾಸಕ ಗೋಪಾಲಕೃಷ್ಣ ಬೇಳೂರು, ಒಳಚರಂಡಿ ಕಾಮಗಾರಿ ಸ್ಥಗಿತಕ್ಕೆ ನೀವೇ ಕಾರಣರಾಗುತ್ತೀರಿ. ಹೊರಗಡೆ ತಪ್ಪು ಸಂದೇಶವನ್ನು ನೀಡುತ್ತದೆ. ನಿಮ್ಮದೇ ಅಭಿಪ್ರಾಯ ನಿಲ್ಲುವುದಾದರೆ ನಿಲ್ಲಲಿ. ನಾನು ಸರ್ಕಾರದಿಂದ ವಿಶೇಷ ಅನುದಾನವನ್ನು ತಂದು ಭೂ ಸ್ವಾಧೀನ ಪ್ರಕ್ರಿಯೆ ಪೂರ್ಣಗೊಳಿಸುತ್ತೇನೆ ಎಂದು ಹತಾಶೆಯಿಂದ ನುಡಿದರು. <box>719 286 934 408</box>
headline-line: ರಾಜಕಾಲುವೆ ಒತ್ತುವರಿ <box>1017 915 1182 941</box>
headline-line: ಗೋಡೆ ಕುಸಿದು ಅಪಾರ <box>51 1269 301 1309</box>
paragraph: ನಗರಸಭೆಯ ನಕಲಿ ಸೇಲ್ ಸರ್ಟಿಫಿಕೇಟ್ ಪ್ರಕರಣವನ್ನು ಸಭೆಯಲ್ಲಿ ಪ್ರಸ್ತಾಪಿಸಲು ಲಿಖಿತ ಮನವಿ ಸಲ್ಲಿಸಿದ್ದರೂ ವಿಷಯ ಕೈಬಿಟ್ಟಿರುವ ಕುರಿತು ನಾಮನಿರ್ದೇಶಿತ ಸದಸ್ಯ ರವಿ ಲಿಂಗನಮಕ್ಕಿ ಆಕ್ಷೇಪ ವ್ಯಕ್ತಪಡಿಸಿದರು. ಪ್ರಕರಣವನ್ನು ಸಮಗ್ರವಾಗಿ ಅಧ್ಯಯನ ಮಾಡಲು ತಂಡವೊಂದನ್ನು ರಚಿಸಲಾಗಿದೆ. ಅದರ ಆಧಾರದ ಮೇಲೆ ಮುಂದಿನ ಸಾಮಾನ್ಯ ಸಭೆಯಲ್ಲಿ ವಿಷಯವನ್ನು ತರಲಾಗುವುದು ಎಂದು ಎಸಿ ಭರವಸೆ ನೀಡಿದರು. ಚರ್ಚೆಗಳಲ್ಲಿ ಲಲಿತಮ್ಮ, ಮಧುರಾ ಶಿವಾನಂದ್, ವಿ.ಶಂಕರ್, ಕುಸುಮ, ಶ್ರೀನಿವಾಸ್, ರವಿ ಉಡುಪ ಇನ್ನಿತರರು ಪಾಲ್ಗೊಂಡಿದ್ದರು. <box>719 410 934 547</box>
sign-line2: ಸಭಾಂಗಣ <box>479 345 529 363</box>
headline-line: ಶಿಬಿರ ಆರೋಗ್ಯ ನಿಜವಾದ ಸಂಪತ್ತು-ಡಾ.ಪ್ರಭುಗೌಡ <box>250 697 732 732</box>
article4-byline: ವರದಿ: ಗೋಪಾಲಕೃಷ್ಣ, ಕೋಲಾರ(ಮಾಲೂರು) <box>772 1666 935 1679</box>
divider <box>45 636 937 639</box>
subheading: ಕೆರಳಿದ ಶಾಸಕ ಬೇಳೂರು <box>741 271 829 285</box>
dais-table <box>276 467 708 507</box>
headline-line: ಸಾಗರ ಶಾಸಕರಿಂದ <box>1020 196 1178 227</box>
